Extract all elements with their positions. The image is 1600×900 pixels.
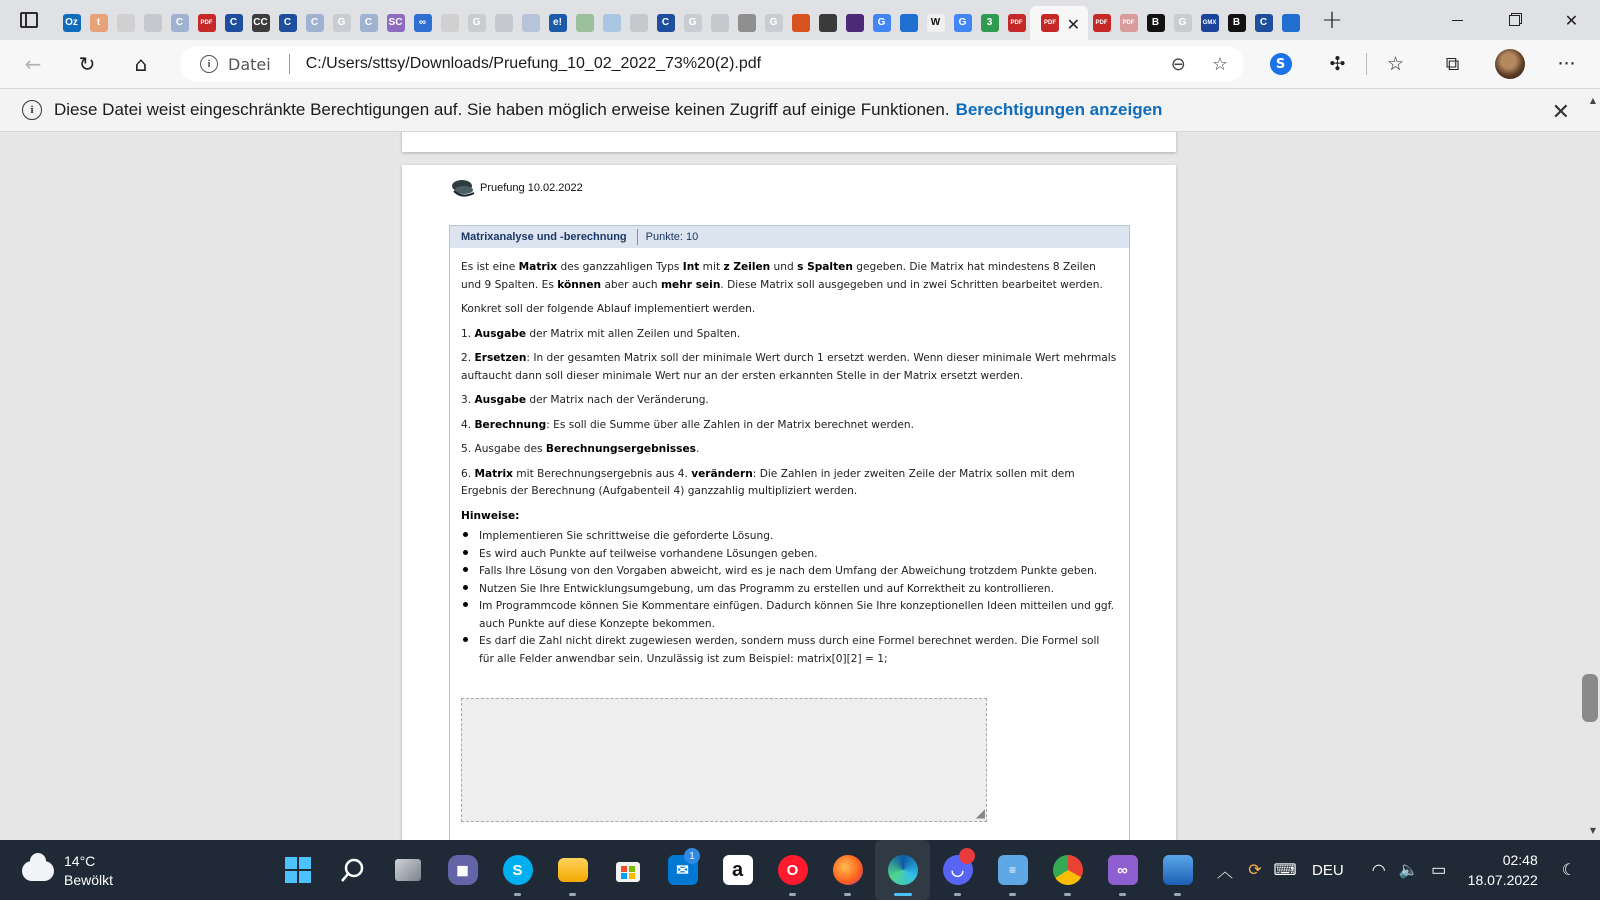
tab[interactable]	[355, 6, 382, 40]
home-button[interactable]	[114, 40, 168, 88]
question-body	[450, 248, 1129, 668]
peace-icon	[738, 14, 756, 32]
question-points: Punkte: 10	[645, 231, 699, 243]
tab[interactable]	[139, 6, 166, 40]
extensions-button[interactable]	[1309, 40, 1366, 88]
tab[interactable]	[679, 6, 706, 40]
tab[interactable]	[1277, 6, 1304, 40]
notepad-button[interactable]	[985, 840, 1040, 900]
tab-actions-icon	[20, 12, 38, 28]
mail-badge: 1	[684, 848, 700, 864]
mail-button[interactable]	[655, 840, 710, 900]
amazon-button[interactable]	[710, 840, 765, 900]
tab[interactable]	[949, 6, 976, 40]
pdf-page	[402, 165, 1176, 840]
hint-item: Nutzen Sie Ihre Entwicklungsumgebung, um das Programm zu erstellen und auf Korrektheit zu kontrollieren.	[461, 581, 1117, 599]
close-window-button[interactable]: ✕	[1564, 10, 1579, 30]
question-procedure: Konkret soll der folgende Ablauf implementiert werden.	[461, 303, 756, 315]
visual-studio-button[interactable]	[1095, 840, 1150, 900]
windows-icon	[284, 856, 312, 884]
more-icon: ···	[1557, 53, 1576, 75]
tab[interactable]	[247, 6, 274, 40]
address-bar[interactable]	[180, 46, 1244, 82]
tab[interactable]	[274, 6, 301, 40]
puzzle-icon: ✣	[1329, 53, 1346, 75]
google-icon: G	[954, 14, 972, 32]
tab[interactable]	[1142, 6, 1169, 40]
infobar-message: Diese Datei weist eingeschränkte Berechtigungen auf. Sie haben möglich erweise keinen Zugriff auf einige Funktionen.	[54, 100, 950, 119]
tab[interactable]	[841, 6, 868, 40]
resize-grip-icon[interactable]: ◢	[975, 806, 985, 820]
visual-studio-icon: ∞	[1108, 855, 1138, 885]
photos-icon	[1163, 855, 1193, 885]
weather-widget[interactable]	[22, 852, 113, 890]
page-header-title: Pruefung 10.02.2022	[480, 182, 583, 194]
maximize-button[interactable]	[1486, 0, 1543, 40]
tab[interactable]	[652, 6, 679, 40]
task-step-6: 6. Matrix mit Berechnungsergebnis aus 4. verändern: Die Zahlen in jeder zweiten Zeile der Matrix sollen mit dem Ergebnis der Berechnung (Aufgabenteil 4) ganzzahlig multipliziert werden.	[461, 467, 1075, 497]
tab[interactable]	[220, 6, 247, 40]
start-button[interactable]	[270, 840, 325, 900]
task-view-button[interactable]	[380, 840, 435, 900]
clock[interactable]	[1468, 850, 1538, 890]
tab[interactable]	[301, 6, 328, 40]
cornelsen-icon: C	[306, 14, 324, 32]
task-step-3: 3. Ausgabe der Matrix nach der Veränderung.	[461, 394, 709, 406]
tab[interactable]	[760, 6, 787, 40]
google-icon: G	[468, 14, 486, 32]
skype-icon: S	[503, 855, 533, 885]
tab[interactable]	[976, 6, 1003, 40]
wikipedia-icon: W	[927, 14, 945, 32]
microsoft-store-button[interactable]	[600, 840, 655, 900]
info-icon: i	[22, 100, 42, 120]
back-arrow-icon: ←	[24, 52, 42, 76]
hint-item: Falls Ihre Lösung von den Vorgaben abweicht, wird es je nach dem Umfang der Abweichung trotzdem Punkte geben.	[461, 563, 1117, 581]
google-icon: G	[1174, 14, 1192, 32]
close-tab-button[interactable]: ✕	[1066, 15, 1080, 34]
browser-toolbar	[0, 40, 1600, 88]
exam-logo-icon	[450, 177, 476, 199]
search-icon	[630, 14, 648, 32]
discord-button[interactable]	[930, 840, 985, 900]
gmx-icon: GMX	[1201, 14, 1219, 32]
search-icon	[900, 14, 918, 32]
outlook-icon: Oz	[63, 14, 81, 32]
cornelsen-icon: C	[1255, 14, 1273, 32]
bild-icon: B	[1228, 14, 1246, 32]
pdf-icon: PDF	[1008, 14, 1026, 32]
tab[interactable]	[409, 6, 436, 40]
battery-icon[interactable]: ▭	[1431, 862, 1447, 879]
tab[interactable]	[625, 6, 652, 40]
tab[interactable]	[436, 6, 463, 40]
accessibility-icon	[522, 14, 540, 32]
google-icon: G	[684, 14, 702, 32]
collections-button[interactable]	[1424, 40, 1481, 88]
notepad-icon: ≡	[998, 855, 1028, 885]
google-icon: G	[333, 14, 351, 32]
tab-actions-menu-button[interactable]	[0, 0, 58, 40]
tab-active[interactable]	[1030, 6, 1088, 40]
tab[interactable]	[193, 6, 220, 40]
cornelsen-icon: C	[225, 14, 243, 32]
tab[interactable]	[895, 6, 922, 40]
weather-description: Bewölkt	[64, 872, 114, 888]
tab[interactable]	[517, 6, 544, 40]
shazam-icon: S	[1270, 53, 1292, 75]
hint-item: Es darf die Zahl nicht direkt zugewiesen werden, sondern muss durch eine Formel berechnet werden. Die Formel soll für alle Felder anwendbar sein. Unzulässig ist zum Beispiel: matrix[0][2] = 1;	[461, 633, 1117, 668]
tab[interactable]	[571, 6, 598, 40]
weather-temperature: 14°C	[64, 853, 96, 869]
back-button[interactable]	[6, 40, 60, 88]
window-controls	[1429, 0, 1600, 40]
search-icon	[495, 14, 513, 32]
skype-button[interactable]	[490, 840, 545, 900]
chrome-icon	[1053, 855, 1083, 885]
folder-icon	[558, 858, 588, 882]
tab[interactable]	[733, 6, 760, 40]
volume-icon[interactable]: 🔈	[1398, 862, 1419, 879]
zoom-out-icon[interactable]: ⊖	[1170, 53, 1186, 75]
cornelsen-icon: C	[171, 14, 189, 32]
tab[interactable]	[922, 6, 949, 40]
tab-list	[58, 0, 1304, 40]
shazam-extension-button[interactable]	[1252, 40, 1309, 88]
task-view-icon	[395, 859, 421, 881]
page-header	[450, 177, 583, 199]
chrome-button[interactable]	[1040, 840, 1095, 900]
tab[interactable]	[1250, 6, 1277, 40]
address-separator	[289, 54, 290, 74]
e-icon: e!	[549, 14, 567, 32]
infobar-close-button[interactable]: ✕	[1551, 99, 1570, 124]
chevron-up-icon[interactable]: ︿	[1216, 863, 1233, 881]
search-icon	[1282, 14, 1300, 32]
tab[interactable]	[382, 6, 409, 40]
settings-menu-button[interactable]	[1538, 40, 1595, 88]
clock-time: 02:48	[1502, 852, 1538, 868]
stripes-icon	[819, 14, 837, 32]
scrollbar-thumb[interactable]	[1582, 674, 1598, 722]
google-icon: G	[765, 14, 783, 32]
opera-button[interactable]	[765, 840, 820, 900]
photos-button[interactable]	[1150, 840, 1205, 900]
answer-textarea[interactable]	[461, 698, 987, 822]
pdf-icon: PDF	[1120, 14, 1138, 32]
tab[interactable]	[328, 6, 355, 40]
tab[interactable]	[463, 6, 490, 40]
new-tab-button[interactable]: +	[1321, 5, 1343, 35]
document-icon	[441, 14, 459, 32]
url-text[interactable]: C:/Users/sttsy/Downloads/Pruefung_10_02_2022_73%20(2).pdf	[305, 55, 762, 72]
tab[interactable]	[166, 6, 193, 40]
tab[interactable]	[814, 6, 841, 40]
lightning-icon	[846, 14, 864, 32]
tab[interactable]	[598, 6, 625, 40]
refresh-icon: ↻	[78, 52, 96, 76]
firefox-button[interactable]	[820, 840, 875, 900]
cc-icon: CC	[252, 14, 270, 32]
cloud-icon	[22, 861, 54, 881]
search-icon	[711, 14, 729, 32]
system-tray	[1210, 840, 1584, 900]
hints-list	[461, 528, 1117, 668]
search-icon	[340, 857, 366, 883]
moon-icon[interactable]: ☾	[1561, 862, 1576, 879]
tab[interactable]	[490, 6, 517, 40]
show-permissions-link[interactable]: Berechtigungen anzeigen	[955, 100, 1163, 119]
discord-notification-badge	[959, 848, 975, 864]
taskbar-apps	[270, 840, 1205, 900]
cornelsen-icon: C	[657, 14, 675, 32]
cornelsen-icon: C	[360, 14, 378, 32]
hat-icon	[792, 14, 810, 32]
question-box	[449, 225, 1130, 840]
question-intro: Es ist eine Matrix des ganzzahligen Typs Int mit z Zeilen und s Spalten gegeben. Die Matrix hat mindestens 8 Zeilen und 9 Spalten. Es können aber auch mehr sein. Diese Matrix soll ausgegeben und in zwei Schritten bearbeitet werden.	[461, 261, 1103, 291]
infinity-icon: ∞	[414, 14, 432, 32]
hint-item: Implementieren Sie schrittweise die geforderte Lösung.	[461, 528, 1117, 546]
teams-icon: ◼	[448, 855, 478, 885]
edge-button[interactable]	[875, 840, 930, 900]
firefox-icon	[833, 855, 863, 885]
tab[interactable]	[1003, 6, 1030, 40]
scroll-up-arrow-icon[interactable]: ▲	[1589, 96, 1596, 105]
favorites-icon: ☆	[1386, 53, 1405, 75]
tab[interactable]	[112, 6, 139, 40]
amazon-icon: a	[723, 855, 753, 885]
info-icon: i	[200, 55, 218, 73]
file-explorer-button[interactable]	[545, 840, 600, 900]
chat-icon	[603, 14, 621, 32]
tab[interactable]	[1169, 6, 1196, 40]
task-step-4: 4. Berechnung: Es soll die Summe über alle Zahlen in der Matrix berechnet werden.	[461, 418, 914, 431]
bild-icon: B	[1147, 14, 1165, 32]
opera-icon: O	[778, 855, 808, 885]
mail-icon: ✉	[668, 855, 698, 885]
tab[interactable]	[706, 6, 733, 40]
tab[interactable]	[58, 6, 85, 40]
tab[interactable]	[787, 6, 814, 40]
pdf-page-previous	[402, 132, 1176, 152]
wifi-icon[interactable]: ◠	[1371, 862, 1386, 879]
cornelsen-icon: C	[279, 14, 297, 32]
site-info-label: Datei	[228, 54, 271, 74]
scroll-down-arrow-icon[interactable]: ▼	[1589, 826, 1596, 835]
add-favorite-icon[interactable]: ☆	[1211, 53, 1228, 75]
telc-icon: t	[90, 14, 108, 32]
edge-icon	[888, 855, 918, 885]
task-step-1: 1. Ausgabe der Matrix mit allen Zeilen und Spalten.	[461, 327, 741, 340]
three-icon: 3	[981, 14, 999, 32]
tab[interactable]	[85, 6, 112, 40]
home-icon: ⌂	[134, 52, 148, 76]
site-info-button[interactable]	[200, 55, 271, 74]
keyboard-icon[interactable]: ⌨	[1273, 862, 1297, 879]
scs-icon: SC	[387, 14, 405, 32]
search-icon	[144, 14, 162, 32]
question-title: Matrixanalyse und -berechnung	[450, 229, 638, 245]
collections-icon: ⧉	[1445, 53, 1460, 75]
tab[interactable]	[1115, 6, 1142, 40]
input-language[interactable]: DEU	[1312, 861, 1344, 879]
minimize-button[interactable]	[1429, 0, 1486, 40]
pdf-icon: PDF	[1041, 14, 1059, 32]
pdf-viewport[interactable]	[0, 132, 1600, 840]
task-step-5: 5. Ausgabe des Berechnungsergebnisses.	[461, 443, 700, 455]
refresh-button[interactable]	[60, 40, 114, 88]
search-button[interactable]	[325, 840, 380, 900]
pdf-icon: PDF	[1093, 14, 1111, 32]
tab[interactable]	[1088, 6, 1115, 40]
hints-heading: Hinweise:	[461, 509, 520, 522]
pdf-icon: PDF	[198, 14, 216, 32]
clock-date: 18.07.2022	[1467, 872, 1538, 888]
tab[interactable]	[544, 6, 571, 40]
discord-icon: ◡	[943, 855, 973, 885]
hint-item: Es wird auch Punkte auf teilweise vorhandene Lösungen geben.	[461, 546, 1117, 564]
task-step-2: 2. Ersetzen: In der gesamten Matrix soll der minimale Wert durch 1 ersetzt werden. Wenn dieser minimale Wert mehrmals auftaucht dann soll dieser minimale Wert nur an der ersten erkannten Stelle in der Matrix ersetzt werden.	[461, 352, 1117, 382]
favorites-button[interactable]	[1367, 40, 1424, 88]
sync-icon[interactable]: ⟳	[1248, 862, 1262, 879]
tab[interactable]	[1223, 6, 1250, 40]
tab-strip	[0, 0, 1600, 40]
link-icon	[576, 14, 594, 32]
profile-button[interactable]	[1481, 40, 1538, 88]
tab[interactable]	[1196, 6, 1223, 40]
avatar	[1495, 49, 1525, 79]
store-icon	[614, 856, 642, 884]
teams-chat-button[interactable]	[435, 840, 490, 900]
permissions-infobar	[0, 88, 1600, 132]
document-icon	[117, 14, 135, 32]
taskbar	[0, 840, 1600, 900]
tab[interactable]	[868, 6, 895, 40]
google-icon: G	[873, 14, 891, 32]
question-header	[450, 226, 1129, 248]
hint-item: Im Programmcode können Sie Kommentare einfügen. Dadurch können Sie Ihre konzeptionellen Ideen mitteilen und ggf. auch Punkte auf diese Konzepte bekommen.	[461, 598, 1117, 633]
